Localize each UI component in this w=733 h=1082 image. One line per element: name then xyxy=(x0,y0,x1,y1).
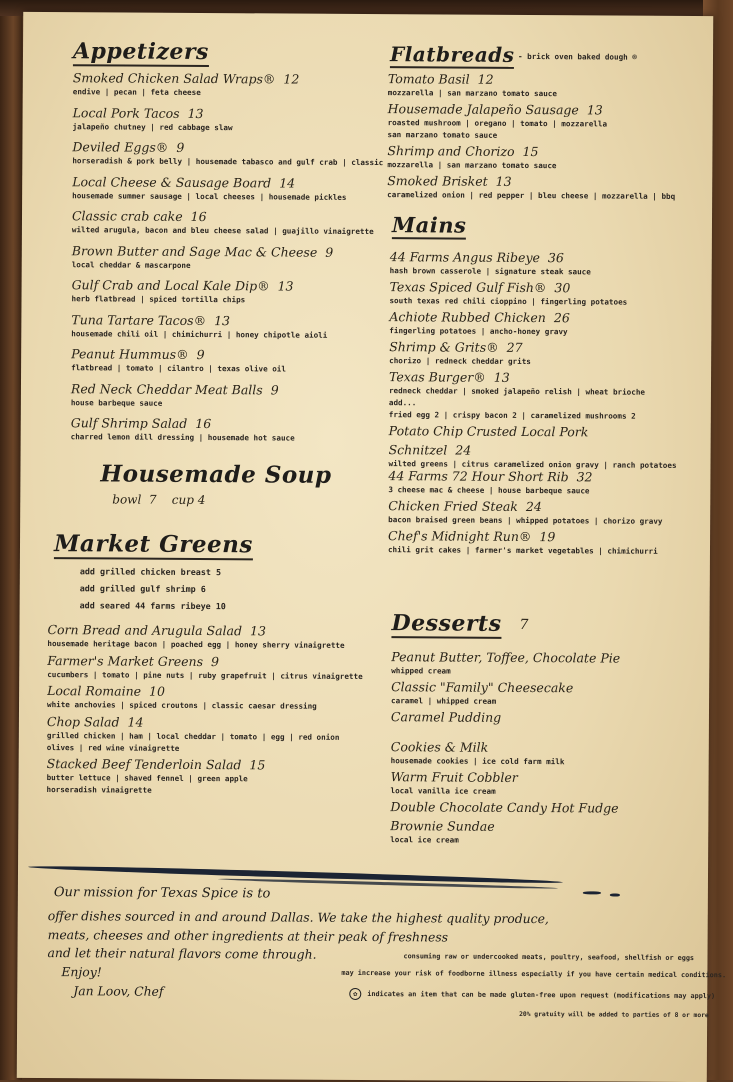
menu-item-name: Achiote Rubbed Chicken xyxy=(389,309,546,326)
menu-item-description: charred lemon dill dressing | housemade hot sauce xyxy=(70,432,295,443)
menu-item-line xyxy=(390,276,628,296)
menu-item-price: 10 xyxy=(149,683,166,699)
menu-item-line xyxy=(388,98,608,118)
menu-item-name: Local Pork Tacos xyxy=(72,104,180,121)
menu-item xyxy=(73,102,233,132)
brush-stroke-dash-2 xyxy=(610,894,620,897)
menu-item-description: caramelized onion | red pepper | bleu cheese | mozzarella | bbq xyxy=(387,190,676,201)
menu-item-name: Local Romaine xyxy=(47,683,142,699)
warning-line-1: consuming raw or undercooked meats, poultry, seafood, shellfish or eggs xyxy=(403,952,695,963)
menu-item-price: 13 xyxy=(493,369,510,385)
menu-item-price: 12 xyxy=(477,71,494,87)
menu-item-line xyxy=(72,274,294,294)
menu-item-line xyxy=(388,68,557,88)
flatbreads-heading: Flatbreads xyxy=(389,42,515,67)
menu-item-line xyxy=(71,309,327,330)
menu-item-line xyxy=(388,465,592,485)
menu-item-description: fingerling potatoes | ancho-honey gravy xyxy=(389,326,568,337)
menu-item-name: Smoked Chicken Salad Wraps® xyxy=(72,70,276,87)
menu-item-line xyxy=(71,378,279,398)
menu-item-line xyxy=(388,495,662,516)
menu-item-line xyxy=(47,753,266,773)
menu-item-name: Housemade Jalapeño Sausage xyxy=(387,101,579,118)
menu-item-line xyxy=(47,711,340,732)
menu-item xyxy=(390,246,591,276)
menu-item xyxy=(72,240,334,271)
appetizers-heading: Appetizers xyxy=(72,38,209,66)
menu-item-line xyxy=(389,306,570,326)
menu-item-line xyxy=(391,676,573,696)
menu-item-line xyxy=(390,246,591,266)
menu-item-description: mozzarella | san marzano tomato sauce xyxy=(387,88,557,99)
menu-item-line-2 xyxy=(389,439,677,460)
menu-item-description: housemade cookies | ice cold farm milk xyxy=(390,756,565,767)
menu-item-description: hash brown casserole | signature steak sauce xyxy=(389,266,591,277)
menu-item-price: 32 xyxy=(576,469,593,485)
brush-stroke-dash xyxy=(583,891,601,894)
menu-item-name: Cookies & Milk xyxy=(390,739,489,755)
menu-item xyxy=(391,646,620,676)
menu-item-name: Peanut Hummus® xyxy=(71,346,189,362)
menu-item xyxy=(71,412,295,442)
menu-item-name: Smoked Brisket xyxy=(387,173,488,189)
menu-item-name: Tomato Basil xyxy=(387,71,470,87)
menu-item-name: Gulf Crab and Local Kale Dip® xyxy=(71,277,270,294)
menu-item-price: 15 xyxy=(522,143,539,160)
menu-item-price: 24 xyxy=(525,498,542,515)
menu-item-description: butter lettuce | shaved fennel | green apple xyxy=(46,773,248,784)
menu-item-description: chorizo | redneck cheddar grits xyxy=(389,356,531,367)
menu-item-name: Double Chocolate Candy Hot Fudge xyxy=(390,799,619,816)
menu-item-line xyxy=(391,646,620,666)
menu-item xyxy=(389,366,645,421)
menu-item-description: herb flatbread | spiced tortilla chips xyxy=(71,294,246,305)
menu-item-description: redneck cheddar | smoked jalapeño relish | wheat brioche xyxy=(388,386,646,397)
menu-item-line xyxy=(387,140,556,160)
menu-item-price: 9 xyxy=(196,346,205,363)
menu-item-name: Shrimp & Grits® xyxy=(389,339,499,355)
greens-addon: add seared 44 farms ribeye 10 xyxy=(79,600,226,612)
menu-item-name: Classic crab cake xyxy=(71,208,183,224)
menu-item-price: 36 xyxy=(547,250,564,266)
menu-item-description: wilted greens | citrus caramelized onion gravy | ranch potatoes xyxy=(388,459,677,470)
greens-addon: add grilled chicken breast 5 xyxy=(79,566,222,578)
menu-item-description: chili grit cakes | farmer's market vegetables | chimichurri xyxy=(387,545,658,556)
menu-item-line xyxy=(389,336,531,356)
menu-item xyxy=(387,98,607,140)
menu-item xyxy=(390,766,517,796)
menu-item xyxy=(71,343,286,373)
menu-item-price: 12 xyxy=(283,71,300,87)
menu-item-line xyxy=(72,171,346,192)
menu-item xyxy=(389,276,627,306)
menu-item-description: cucumbers | tomato | pine nuts | ruby grapefruit | citrus vinaigrette xyxy=(47,669,363,681)
menu-item-name-cont: Brownie Sundae xyxy=(390,818,495,834)
menu-item xyxy=(388,465,592,495)
desserts-list xyxy=(390,646,711,845)
menu-item xyxy=(388,420,676,470)
menu-item-name: Chicken Fried Steak xyxy=(388,498,518,514)
warning-line-2: may increase your risk of foodborne illness especially if you have certain medical conditions. xyxy=(341,968,727,980)
menu-item-price: 9 xyxy=(325,244,334,260)
menu-item xyxy=(71,378,279,408)
menu-item-description-2: san marzano tomato sauce xyxy=(387,130,498,140)
menu-item-name: Peanut Butter, Toffee, Chocolate Pie xyxy=(391,649,621,666)
menu-item-name: Classic "Family" Cheesecake xyxy=(391,679,574,696)
menu-item-name: Brown Butter and Sage Mac & Cheese xyxy=(71,242,318,260)
market-greens-heading: Market Greens xyxy=(53,530,253,559)
menu-item-line xyxy=(390,796,618,816)
menu-item-description: roasted mushroom | oregano | tomato | mozzarella xyxy=(387,118,608,129)
menu-item-line xyxy=(47,619,344,640)
menu-item xyxy=(388,495,662,526)
menu-item xyxy=(73,67,300,97)
mission-signature: Jan Loov, Chef xyxy=(73,983,164,999)
menu-item-line xyxy=(72,240,334,261)
menu-item-description: housemade summer sausage | local cheeses | housemade pickles xyxy=(72,190,347,202)
mission-enjoy: Enjoy! xyxy=(61,964,102,980)
menu-item-price: 27 xyxy=(506,339,523,355)
menu-item-name: Chop Salad xyxy=(46,713,120,730)
menu-item-description: grilled chicken | ham | local cheddar | tomato | egg | red onion xyxy=(46,730,340,742)
menu-item-description: south texas red chili cioppino | fingerling potatoes xyxy=(389,296,628,307)
greens-list xyxy=(46,619,378,795)
menu-item xyxy=(46,753,265,795)
menu-item-price: 26 xyxy=(553,310,570,326)
menu-item-price: 24 xyxy=(455,442,472,458)
menu-item-line xyxy=(391,706,501,726)
menu-item-line xyxy=(73,67,300,87)
menu-item xyxy=(72,171,346,202)
menu-item-description: wilted arugula, bacon and bleu cheese salad | guajillo vinaigrette xyxy=(71,225,374,237)
appetizers-list xyxy=(70,67,384,443)
menu-item xyxy=(391,706,501,726)
mission-line-3: meats, cheeses and other ingredients at their peak of freshness xyxy=(47,927,449,945)
menu-item-price: 15 xyxy=(249,757,266,773)
menu-item-description-3: fried egg 2 | crispy bacon 2 | caramelized mushrooms 2 xyxy=(388,410,636,421)
menu-item-price: 16 xyxy=(195,415,212,432)
menu-item xyxy=(387,140,556,170)
gratuity-note: 20% gratuity will be added to parties of 8 or more xyxy=(519,1010,709,1020)
flatbreads-list xyxy=(387,68,708,201)
desserts-heading: Desserts xyxy=(391,610,502,637)
menu-item-description: house barbeque sauce xyxy=(70,397,163,408)
desserts-price: 7 xyxy=(519,616,529,633)
menu-item-price: 13 xyxy=(495,173,512,189)
menu-sheet xyxy=(17,12,727,1082)
menu-item-description: mozzarella | san marzano tomato sauce xyxy=(387,160,557,171)
menu-item xyxy=(71,274,293,304)
menu-item-line-2 xyxy=(390,815,618,835)
menu-item-line xyxy=(72,136,383,157)
menu-item-name-cont: Schnitzel xyxy=(388,442,448,458)
menu-item-name: Potato Chip Crusted Local Pork xyxy=(388,423,589,440)
menu-item-description-2: horseradish vinaigrette xyxy=(46,785,152,795)
mission-line-1: Our mission for Texas Spice is to xyxy=(53,885,271,902)
menu-item xyxy=(391,676,573,706)
menu-item-price: 14 xyxy=(279,174,296,191)
menu-item-name: Deviled Eggs® xyxy=(72,139,169,155)
menu-item-description: local cheddar & mascarpone xyxy=(71,259,191,270)
menu-item-description: caramel | whipped cream xyxy=(391,696,497,706)
greens-addon: add grilled gulf shrimp 6 xyxy=(79,583,206,595)
menu-item-price: 14 xyxy=(127,714,144,730)
menu-item-line xyxy=(389,420,677,441)
menu-item-name: 44 Farms Angus Ribeye xyxy=(389,249,540,266)
menu-item xyxy=(389,306,570,336)
menu-item-price: 9 xyxy=(210,653,220,669)
menu-item-price: 16 xyxy=(190,208,207,225)
menu-item-description-2: add... xyxy=(388,398,417,408)
menu-item-description: housemade chili oil | chimichurri | honey chipotle aioli xyxy=(71,328,328,340)
menu-item xyxy=(47,650,363,681)
flatbreads-note: - brick oven baked dough ® xyxy=(517,51,637,62)
menu-item xyxy=(388,525,658,556)
menu-item-line xyxy=(391,736,565,756)
menu-item-description: horseradish & pork belly | housemade tabasco and gulf crab | classic xyxy=(72,156,384,168)
gluten-free-icon: ✿ xyxy=(349,988,361,1000)
mains-list xyxy=(387,246,710,556)
menu-item-description: local vanilla ice cream xyxy=(390,786,496,796)
menu-item-price: 13 xyxy=(214,312,231,328)
menu-item xyxy=(388,68,557,98)
menu-item xyxy=(72,136,383,167)
soup-sizes: bowl 7 cup 4 xyxy=(112,492,206,508)
menu-item-description: jalapeño chutney | red cabbage slaw xyxy=(72,121,233,132)
menu-item-name: Red Neck Cheddar Meat Balls xyxy=(70,380,263,397)
menu-item-description: endive | pecan | feta cheese xyxy=(72,87,201,97)
menu-item-description: local ice cream xyxy=(390,835,459,845)
menu-item-description: white anchovies | spiced croutons | classic caesar dressing xyxy=(47,700,317,711)
menu-item-price: 9 xyxy=(270,381,279,397)
menu-item-name: Shrimp and Chorizo xyxy=(387,143,515,159)
gf-note: indicates an item that can be made gluten-free upon request (modifications may apply) xyxy=(367,990,716,1001)
menu-item-line xyxy=(389,366,645,387)
menu-item-name: Local Cheese & Sausage Board xyxy=(72,173,272,190)
mains-heading: Mains xyxy=(391,212,467,238)
mission-line-2: offer dishes sourced in and around Dallas. We take the highest quality produce, xyxy=(47,908,549,927)
menu-item-price: 30 xyxy=(554,280,571,296)
menu-item-name: Chef's Midnight Run® xyxy=(388,528,532,545)
menu-item-line xyxy=(391,766,518,786)
menu-item-description: whipped cream xyxy=(391,666,451,676)
menu-item-name: Stacked Beef Tenderloin Salad xyxy=(46,756,242,773)
mission-line-4: and let their natural flavors come through. xyxy=(47,945,317,962)
menu-item-line xyxy=(387,170,675,191)
menu-item-description: 3 cheese mac & cheese | house barbeque sauce xyxy=(388,485,590,496)
menu-item-name: Warm Fruit Cobbler xyxy=(390,769,518,785)
menu-item-name: Texas Burger® xyxy=(388,369,486,385)
menu-item-line xyxy=(47,650,363,671)
menu-item xyxy=(71,309,327,340)
menu-item-name: Texas Spiced Gulf Fish® xyxy=(389,279,547,296)
menu-item xyxy=(47,619,344,650)
menu-item xyxy=(391,736,565,766)
menu-item-name: Farmer's Market Greens xyxy=(47,652,204,669)
menu-item-line xyxy=(72,205,374,226)
menu-item-price: 13 xyxy=(187,105,204,121)
menu-item-line xyxy=(388,525,658,546)
menu-item xyxy=(389,336,531,366)
menu-item-name: Corn Bread and Arugula Salad xyxy=(47,622,243,639)
menu-item-price: 9 xyxy=(176,139,185,155)
menu-item-description: flatbread | tomato | cilantro | texas olive oil xyxy=(71,363,287,374)
menu-item-price: 13 xyxy=(250,623,267,639)
menu-item-name: Tuna Tartare Tacos® xyxy=(71,311,207,328)
menu-item-name: 44 Farms 72 Hour Short Rib xyxy=(388,468,569,485)
menu-item-price: 19 xyxy=(539,529,556,545)
menu-item-line xyxy=(47,680,317,701)
menu-item-line xyxy=(71,412,295,432)
menu-item-price: 13 xyxy=(277,278,294,294)
menu-item-name: Gulf Shrimp Salad xyxy=(70,415,188,431)
menu-item-line xyxy=(73,102,233,122)
menu-item-description: bacon braised green beans | whipped potatoes | chorizo gravy xyxy=(388,515,663,526)
gf-note-row xyxy=(349,988,715,1002)
menu-item xyxy=(72,205,374,236)
menu-item-price: 13 xyxy=(586,102,603,118)
menu-item xyxy=(390,796,618,845)
menu-item-line xyxy=(71,343,286,363)
menu-item xyxy=(387,170,675,201)
menu-item-description: housemade heritage bacon | poached egg | honey sherry vinaigrette xyxy=(47,639,345,650)
menu-item-name: Caramel Pudding xyxy=(390,709,502,725)
menu-item xyxy=(47,711,340,754)
menu-item-description-2: olives | red wine vinaigrette xyxy=(46,742,180,753)
menu-item xyxy=(47,680,317,711)
soup-heading: Housemade Soup xyxy=(100,460,332,489)
